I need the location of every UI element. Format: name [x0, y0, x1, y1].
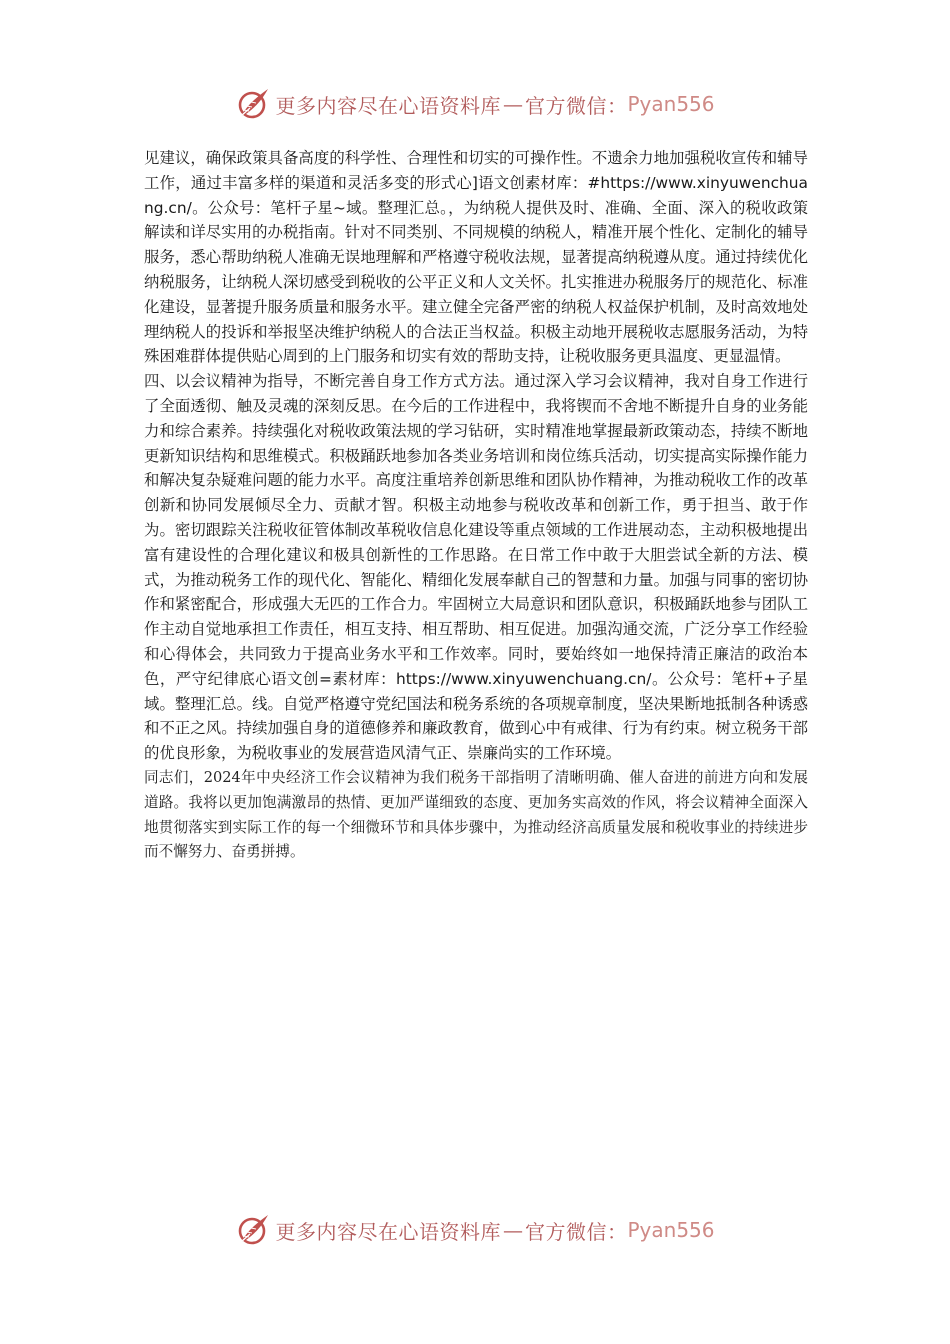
body-paragraph: 四、以会议精神为指导，不断完善自身工作方式方法。通过深入学习会议精神，我对自身工作进行了全面透彻、触及灵魂的深刻反思。在今后的工作进程中，我将锲而不舍地不断提升自身的业务能力和综合素养。持续强化对税收政策法规的学习钻研，实时精准地掌握最新政策动态，持续不断地更新知识结构和思维模式。积极踊跃地参加各类业务培训和岗位练兵活动，切实提高实际操作能力和解决复杂疑难问题的能力水平。高度注重培养创新思维和团队协作精神，为推动税收工作的改革创新和协同发展倾尽全力、贡献才智。积极主动地参与税收改革和创新工作，勇于担当、敢于作为。密切跟踪关注税收征管体制改革税收信息化建设等重点领域的工作进展动态，主动积极地提出富有建设性的合理化建议和极具创新性的工作思路。在日常工作中敢于大胆尝试全新的方法、模式，为推动税务工作的现代化、智能化、精细化发展奉献自己的智慧和力量。加强与同事的密切协作和紧密配合，形成强大无匹的工作合力。牢固树立大局意识和团队意识，积极踊跃地参与团队工作主动自觉地承担工作责任，相互支持、相互帮助、相互促进。加强沟通交流，广泛分享工作经验和心得体会，共同致力于提高业务水平和工作效率。同时，要始终如一地保持清正廉洁的政治本色，严守纪律底心语文创=素材库：https://www.xinyuwenchuang.cn/。公众号：笔杆+子星域。整理汇总。线。自觉严格遵守党纪国法和税务系统的各项规章制度，坚决果断地抵制各种诱惑和不正之风。持续加强自身的道德修养和廉政教育，做到心中有戒律、行为有约束。树立税务干部的优良形象，为税收事业的发展营造风清气正、崇廉尚实的工作环境。: [144, 372, 808, 763]
body-paragraph: 同志们，2024年中央经济工作会议精神为我们税务干部指明了清晰明确、催人奋进的前进方向和发展道路。我将以更加饱满激昂的热情、更加严谨细致的态度、更加务实高效的作风，将会议精神全面深入地贯彻落实到实际工作的每一个细微环节和具体步骤中，为推动经济高质量发展和税收事业的持续进步而不懈努力、奋勇拼搏。: [144, 768, 808, 861]
footer-banner-text: 更多内容尽在心语资料库: [275, 1219, 501, 1244]
quill-logo-icon: [235, 86, 271, 122]
header-banner-text: 更多内容尽在心语资料库: [275, 93, 501, 118]
footer-contact-label: 官方微信：: [524, 1219, 628, 1244]
body-paragraph: 见建议，确保政策具备高度的科学性、合理性和切实的可操作性。不遗余力地加强税收宣传和辅导工作，通过丰富多样的渠道和灵活多变的形式心]语文创素材库：#https://www.xinyuwenchuang.cn/。公众号：笔杆子星~域。整理汇总。，为纳税人提供及时、准确、全面、深入的税收政策解读和详尽实用的办税指南。针对不同类别、不同规模的纳税人，精准开展个性化、定制化的辅导服务，悉心帮助纳税人准确无误地理解和严格遵守税收法规，显著提高纳税遵从度。通过持续优化纳税服务，让纳税人深切感受到税收的公平正义和人文关怀。扎实推进办税服务厅的规范化、标准化建设，显著提升服务质量和服务水平。建立健全完备严密的纳税人权益保护机制，及时高效地处理纳税人的投诉和举报坚决维护纳税人的合法正当权益。积极主动地开展税收志愿服务活动，为特殊困难群体提供贴心周到的上门服务和切实有效的帮助支持，让税收服务更具温度、更显温情。: [144, 149, 808, 366]
header-banner: [0, 82, 950, 126]
header-banner-separator: —: [502, 92, 523, 116]
footer-banner-separator: —: [502, 1218, 523, 1242]
footer-banner: [0, 1208, 950, 1252]
header-contact-id: Pyan556: [627, 92, 715, 116]
header-contact-label: 官方微信：: [524, 93, 628, 118]
document-body: [144, 146, 808, 865]
footer-contact-id: Pyan556: [627, 1218, 715, 1242]
quill-logo-icon: [235, 1212, 271, 1248]
